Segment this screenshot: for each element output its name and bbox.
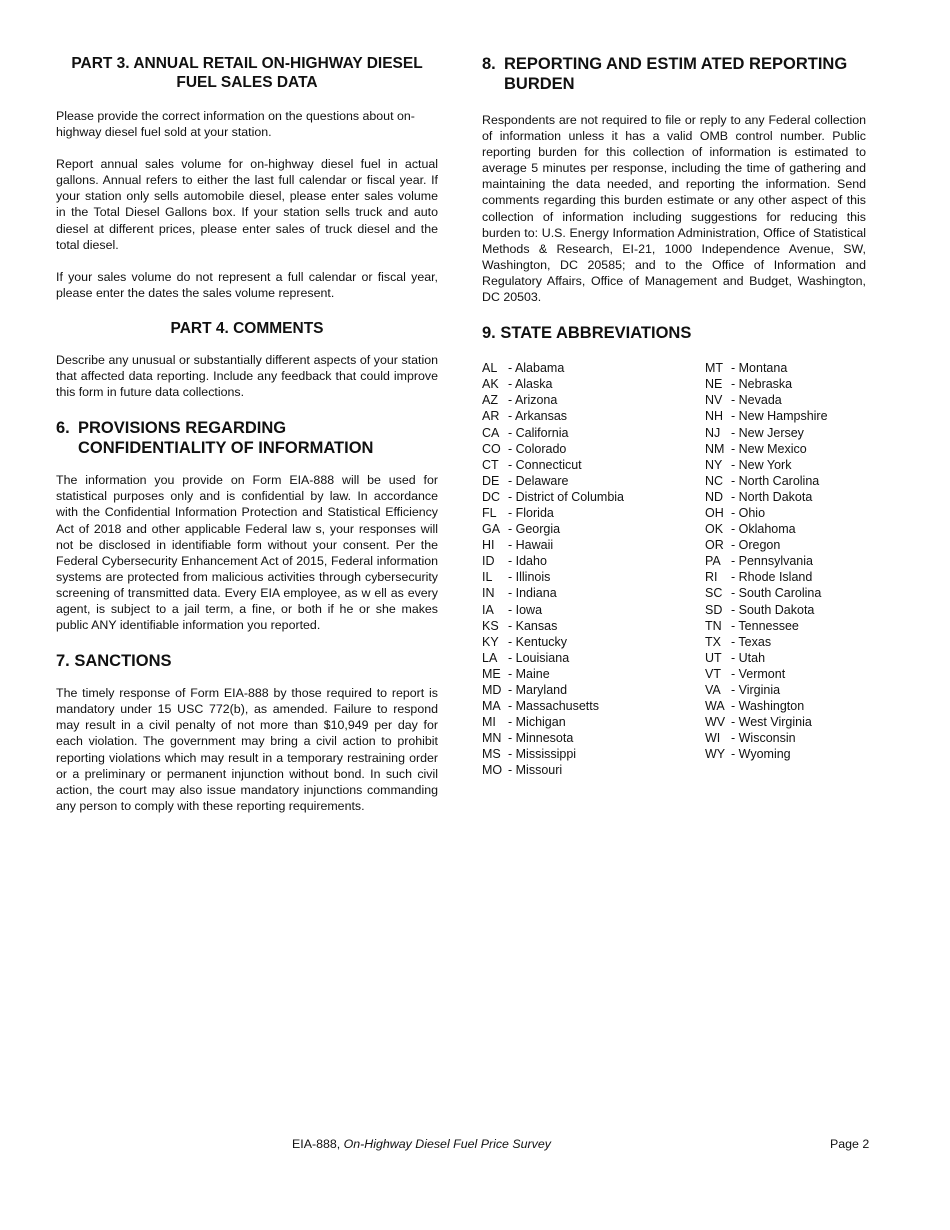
state-list-item — [482, 746, 705, 762]
state-abbr: WY — [705, 747, 726, 762]
section6-title-line2: CONFIDENTIALITY OF INFORMATION — [78, 439, 374, 458]
state-list-item — [705, 618, 828, 634]
state-list-item — [705, 473, 828, 489]
state-list-item — [482, 762, 705, 778]
state-name: - Illinois — [508, 570, 551, 585]
state-list-item — [705, 392, 828, 408]
part3-title-line2: FUEL SALES DATA — [176, 74, 318, 91]
state-list-item — [482, 425, 705, 441]
state-abbr: TN — [705, 618, 722, 633]
state-list-item — [482, 602, 705, 618]
state-abbr: NY — [705, 457, 723, 472]
state-abbr: NE — [705, 377, 723, 392]
state-abbr: NH — [705, 409, 724, 424]
state-abbr: GA — [482, 522, 501, 537]
footer-form-label — [292, 1137, 551, 1152]
state-list-item — [705, 537, 828, 553]
state-list-item — [705, 698, 828, 714]
state-name: - Colorado — [508, 441, 567, 456]
state-name: - Tennessee — [731, 618, 799, 633]
state-list-item — [705, 521, 828, 537]
state-abbr: UT — [705, 650, 722, 665]
section6-number: 6. — [56, 419, 70, 438]
state-list-item — [705, 585, 828, 601]
state-abbr: CO — [482, 441, 501, 456]
state-name: - New Jersey — [731, 425, 804, 440]
state-abbr: CA — [482, 425, 500, 440]
state-name: - Mississippi — [508, 747, 577, 762]
state-list-item — [705, 360, 828, 376]
state-abbr: NJ — [705, 425, 721, 440]
state-list-item — [705, 376, 828, 392]
state-list-item — [705, 714, 828, 730]
state-name: - Ohio — [731, 505, 766, 520]
state-name: - Alaska — [508, 377, 553, 392]
state-abbr: AR — [482, 409, 500, 424]
state-abbr: AZ — [482, 393, 498, 408]
state-abbr: MI — [482, 715, 496, 730]
state-name: - Iowa — [508, 602, 543, 617]
state-abbr: KS — [482, 618, 499, 633]
state-list-item — [482, 360, 705, 376]
state-name: - Wyoming — [731, 747, 791, 762]
part3-paragraph-2: Report annual sales volume for on-highway diesel fuel in actual gallons. Annual refers to either the last full calendar or fiscal year. If your station only sells automobile diesel, please enter sales volume in the Total Diesel Gallons box. If your station sells truck and auto diesel at different prices, please enter sales of truck diesel and the total diesel. — [56, 157, 438, 252]
state-abbr: NM — [705, 441, 725, 456]
section8-number: 8. — [482, 55, 496, 73]
state-name: - Maryland — [508, 683, 568, 697]
state-name: - Rhode Island — [731, 570, 813, 585]
state-list-item — [482, 489, 705, 505]
state-list-item — [482, 682, 705, 698]
footer-form-title: On-Highway Diesel Fuel Price Survey — [343, 1137, 551, 1151]
state-name: - Oklahoma — [731, 522, 796, 537]
state-name: - Georgia — [508, 522, 561, 537]
state-abbr: ND — [705, 489, 724, 504]
state-name: - Arkansas — [508, 409, 568, 424]
state-abbr: DC — [482, 489, 501, 504]
state-list-column-1 — [482, 360, 705, 778]
state-abbr: AL — [482, 361, 498, 376]
state-name: - Minnesota — [508, 731, 574, 746]
state-name: - Alabama — [508, 361, 565, 376]
section8-title-line2: BURDEN — [504, 75, 575, 93]
state-list-item — [705, 489, 828, 505]
state-list-item — [482, 553, 705, 569]
state-abbr: OH — [705, 505, 724, 520]
state-list-item — [482, 698, 705, 714]
state-abbr: MN — [482, 731, 502, 746]
state-list-item — [705, 730, 828, 746]
section8-heading — [482, 54, 866, 94]
state-list-item — [482, 408, 705, 424]
state-abbr: SC — [705, 586, 723, 601]
state-abbr: FL — [482, 505, 497, 520]
state-name: - Missouri — [508, 763, 563, 778]
state-abbr: NV — [705, 393, 723, 408]
state-list-item — [482, 392, 705, 408]
state-list-item — [705, 666, 828, 682]
state-name: - Maine — [508, 666, 550, 681]
part4-paragraph-1: Describe any unusual or substantially different aspects of your station that affected data reporting. Include any feedback that could improve this form in future data collections. — [56, 352, 438, 400]
state-abbr: OR — [705, 538, 724, 553]
state-name: - North Dakota — [731, 489, 813, 504]
state-list-item — [482, 666, 705, 682]
state-abbr: AK — [482, 377, 499, 392]
state-list-item — [482, 714, 705, 730]
state-abbr: MA — [482, 699, 501, 714]
state-abbr: MS — [482, 747, 501, 762]
state-abbr: MO — [482, 763, 503, 778]
part3-paragraph-3: If your sales volume do not represent a full calendar or fiscal year, please enter the dates the sales volume represent. — [56, 269, 438, 300]
state-name: - Pennsylvania — [731, 554, 813, 569]
state-abbr: LA — [482, 650, 498, 665]
state-list-item — [482, 376, 705, 392]
state-abbr: OK — [705, 522, 724, 537]
section7-heading: 7. SANCTIONS — [56, 652, 172, 671]
state-name: - District of Columbia — [508, 489, 624, 504]
state-list-item — [705, 746, 828, 762]
footer-page-number: Page 2 — [830, 1137, 870, 1151]
state-name: - Indiana — [508, 586, 557, 601]
state-name: - Arizona — [508, 393, 558, 408]
section9-heading: 9. STATE ABBREVIATIONS — [482, 324, 692, 343]
state-list-item — [705, 569, 828, 585]
state-abbr: PA — [705, 554, 721, 569]
state-list-item — [705, 602, 828, 618]
state-name: - Nebraska — [731, 377, 793, 392]
state-name: - Vermont — [731, 666, 786, 681]
state-name: - South Dakota — [731, 602, 815, 617]
section8-paragraph-1: Respondents are not required to file or reply to any Federal collection of information unless it has a valid OMB control number. Public reporting burden for this collection of information is estimated to average 5 minutes per response, including the time of gathering and maintaining the data needed, and reporting the information. Send comments regarding this burden estimate or any other aspect of this collection of information including suggestions for reducing this burden to: U.S. Energy Information Administration, Office of Statistical Methods & Research, EI-21, 1000 Independence Avenue, SW, Washington, DC 20585; and to the Office of Information and Regulatory Affairs, Office of Management and Budget, Washington, DC 20503. — [482, 113, 866, 305]
state-name: - Hawaii — [508, 538, 554, 553]
state-list-item — [705, 505, 828, 521]
state-abbr: WV — [705, 715, 726, 730]
state-abbreviations-table — [482, 360, 866, 778]
state-name: - Oregon — [731, 538, 781, 553]
part3-paragraph-1: Please provide the correct information on the questions about on-highway diesel fuel sold at your station. — [56, 109, 415, 140]
state-list-item — [705, 682, 828, 698]
state-name: - Washington — [731, 699, 805, 714]
state-abbr: DE — [482, 473, 500, 488]
state-list-item — [482, 473, 705, 489]
section8-title-line1: REPORTING AND ESTIM ATED REPORTING — [504, 55, 848, 73]
state-list-item — [482, 730, 705, 746]
state-list-item — [705, 441, 828, 457]
state-list-item — [482, 585, 705, 601]
section6-paragraph-1: The information you provide on Form EIA-888 will be used for statistical purposes only and is confidential by law. In accordance with the Confidential Information Protection and Statistical Efficiency Act of 2018 and other applicable Federal law s, your responses will not be disclosed in identifiable form without your consent. Per the Federal Cybersecurity Enhancement Act of 2015, Federal information systems are protected from malicious activities through cybersecurity screening of transmitted data. Every EIA employee, as w ell as every agent, is subject to a jail term, a fine, or both if he or she makes public ANY identifiable information you reported. — [56, 473, 438, 633]
state-name: - Nevada — [731, 393, 782, 408]
section7-paragraph-1: The timely response of Form EIA-888 by those required to report is mandatory under 15 USC 772(b), as amended. Failure to respond may result in a civil penalty of not more than $10,949 per day for each violation. The government may bring a civil action to prohibit reporting violations which may result in a temporary restraining order or a preliminary or permanent injunction without bond. In such civil action, the court may also issue mandatory injunctions commanding any person to comply with these reporting requirements. — [56, 686, 438, 813]
state-abbr: RI — [705, 570, 718, 585]
state-list-item — [482, 457, 705, 473]
state-list-item — [482, 650, 705, 666]
state-name: - California — [508, 425, 569, 440]
state-list-item — [705, 553, 828, 569]
state-list-item — [705, 457, 828, 473]
state-name: - Utah — [731, 650, 766, 665]
state-list-item — [482, 618, 705, 634]
state-list-item — [705, 634, 828, 650]
section6-heading — [56, 418, 438, 458]
state-name: - New Hampshire — [731, 409, 828, 424]
state-list-item — [482, 441, 705, 457]
state-name: - New Mexico — [731, 441, 807, 456]
state-abbr: SD — [705, 602, 723, 617]
state-list-item — [482, 521, 705, 537]
state-abbr: MD — [482, 683, 502, 697]
state-abbr: IL — [482, 570, 493, 585]
state-abbr: MT — [705, 361, 724, 376]
state-name: - Connecticut — [508, 457, 582, 472]
state-name: - Virginia — [731, 683, 781, 697]
right-column — [482, 54, 866, 779]
state-name: - Florida — [508, 505, 554, 520]
state-name: - North Carolina — [731, 473, 820, 488]
state-list-item — [482, 537, 705, 553]
state-abbr: KY — [482, 634, 499, 649]
footer-form-id: EIA-888, — [292, 1137, 344, 1151]
state-name: - South Carolina — [731, 586, 822, 601]
state-abbr: WA — [705, 699, 725, 714]
part4-heading: PART 4. COMMENTS — [170, 319, 324, 337]
state-name: - West Virginia — [731, 715, 812, 730]
state-name: - Louisiana — [508, 650, 570, 665]
state-name: - Massachusetts — [508, 699, 600, 714]
state-name: - Michigan — [508, 715, 566, 730]
state-abbr: IA — [482, 602, 494, 617]
state-abbr: VT — [705, 666, 721, 681]
state-list-item — [705, 650, 828, 666]
state-list-item — [705, 408, 828, 424]
state-list-column-2 — [705, 360, 828, 778]
state-name: - Wisconsin — [731, 731, 796, 746]
section6-title-line1: PROVISIONS REGARDING — [78, 419, 287, 438]
state-list-item — [482, 569, 705, 585]
state-name: - New York — [731, 457, 792, 472]
state-name: - Idaho — [508, 554, 547, 569]
state-name: - Texas — [731, 634, 772, 649]
state-list-item — [482, 634, 705, 650]
state-name: - Montana — [731, 361, 788, 376]
state-name: - Kentucky — [508, 634, 568, 649]
part3-heading — [56, 54, 438, 92]
state-abbr: ME — [482, 666, 501, 681]
state-abbr: NC — [705, 473, 724, 488]
state-list-item — [705, 425, 828, 441]
state-abbr: WI — [705, 731, 721, 746]
state-abbr: VA — [705, 683, 721, 697]
state-abbr: HI — [482, 538, 495, 553]
left-column — [56, 54, 438, 814]
state-list-item — [482, 505, 705, 521]
part3-title-line1: PART 3. ANNUAL RETAIL ON-HIGHWAY DIESEL — [71, 55, 423, 72]
state-abbr: CT — [482, 457, 499, 472]
state-name: - Kansas — [508, 618, 558, 633]
state-abbr: ID — [482, 554, 495, 569]
state-name: - Delaware — [508, 473, 569, 488]
state-abbr: TX — [705, 634, 721, 649]
state-abbr: IN — [482, 586, 495, 601]
